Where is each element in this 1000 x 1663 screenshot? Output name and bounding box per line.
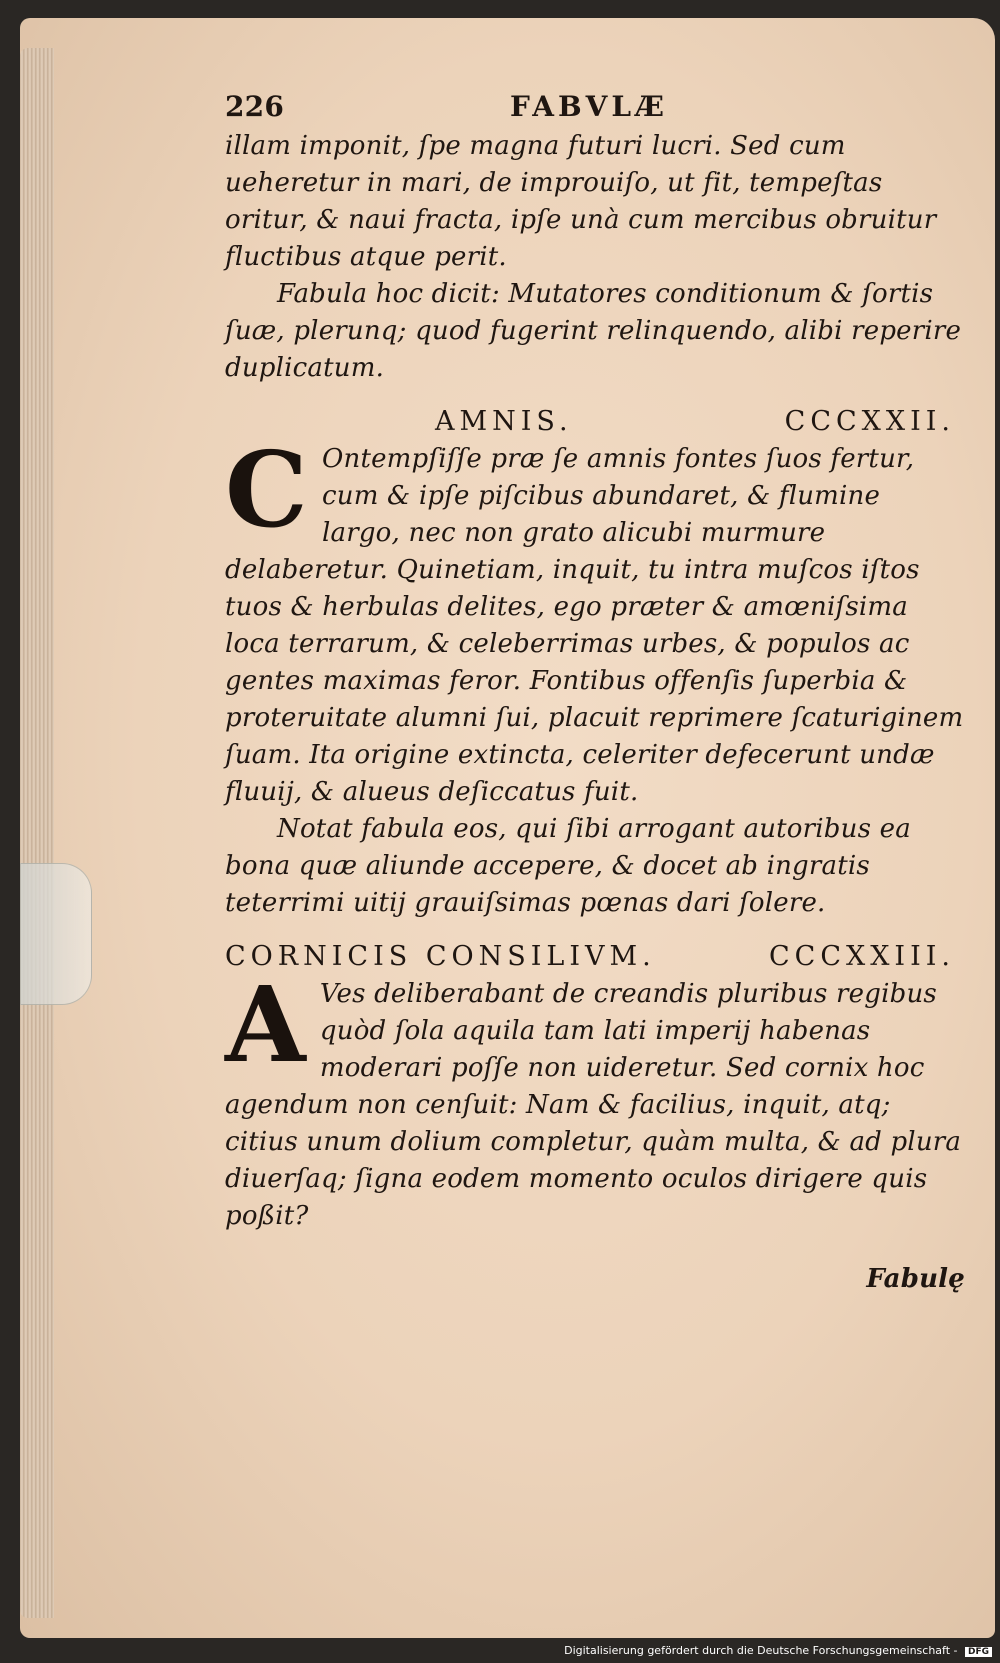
moral-paragraph: Fabula hoc dicit: Mutatores conditionum & ſortis ſuæ, plerunq; quod fugerint relinquendo, alibi reperire duplicatum.: [225, 279, 962, 383]
page-edges: [20, 48, 54, 1618]
catchword: Fabulę: [866, 1264, 965, 1294]
running-head: [225, 88, 965, 128]
page-text: [225, 88, 965, 1298]
footer-text: Digitalisierung gefördert durch die Deutsche Forschungsgemeinschaft -: [564, 1644, 958, 1657]
moral-paragraph: Notat fabula eos, qui ſibi arrogant autoribus ea bona quæ aliunde accepere, & docet ab ingratis teterrimi uitij grauiſsimas pœnas dari ſolere.: [225, 814, 911, 918]
fable-text: Ves deliberabant de creandis pluribus regibus quòd ſola aquila tam lati imperij habenas moderari poſſe non uideretur. Sed cornix hoc agendum non cenſuit: Nam & facilius, inquit, atq; citius unum dolium completur, quàm multa, & ad plura diuerſaq; ſigna eodem momento oculos dirigere quis poßit?: [225, 979, 962, 1231]
fable-number: CCCXXIII.: [769, 941, 955, 972]
fable-heading: [225, 397, 965, 441]
page-clip: [20, 863, 92, 1005]
fable-heading: [225, 932, 965, 976]
fable-number: CCCXXII.: [784, 406, 955, 437]
drop-capital: A: [225, 963, 306, 1086]
running-title: FABVLÆ: [510, 90, 668, 123]
dfg-logo: DFG: [965, 1647, 992, 1657]
fable-paragraph: [225, 963, 965, 1235]
fable-text: Ontempſiſſe præ ſe amnis fontes ſuos fertur, cum & ipſe piſcibus abundaret, & flumine largo, nec non grato alicubi murmure delaberetur. Quinetiam, inquit, tu intra muſcos iſtos tuos & herbulas delites, ego præter & amœniſsima loca terrarum, & celeberrimas urbes, & populos ac gentes maximas feror. Fontibus offenſis ſuperbia & proteruitate alumni ſui, placuit reprimere ſcaturiginem ſuam. Ita origine extincta, celeriter defecerunt undæ fluuij, & alueus deſiccatus fuit.: [225, 444, 964, 807]
fable-title: CORNICIS CONSILIVM.: [225, 941, 656, 972]
drop-capital: C: [225, 428, 308, 551]
fable-paragraph: [225, 428, 965, 811]
fable-title: AMNIS.: [435, 406, 573, 437]
page-number: 226: [225, 90, 285, 123]
funding-footer: [564, 1644, 992, 1657]
continued-paragraph: illam imponit, ſpe magna futuri lucri. Sed cum ueheretur in mari, de improuiſo, ut fit, tempeſtas oritur, & naui fracta, ipſe unà cum mercibus obruitur fluctibus atque perit.: [225, 131, 937, 272]
